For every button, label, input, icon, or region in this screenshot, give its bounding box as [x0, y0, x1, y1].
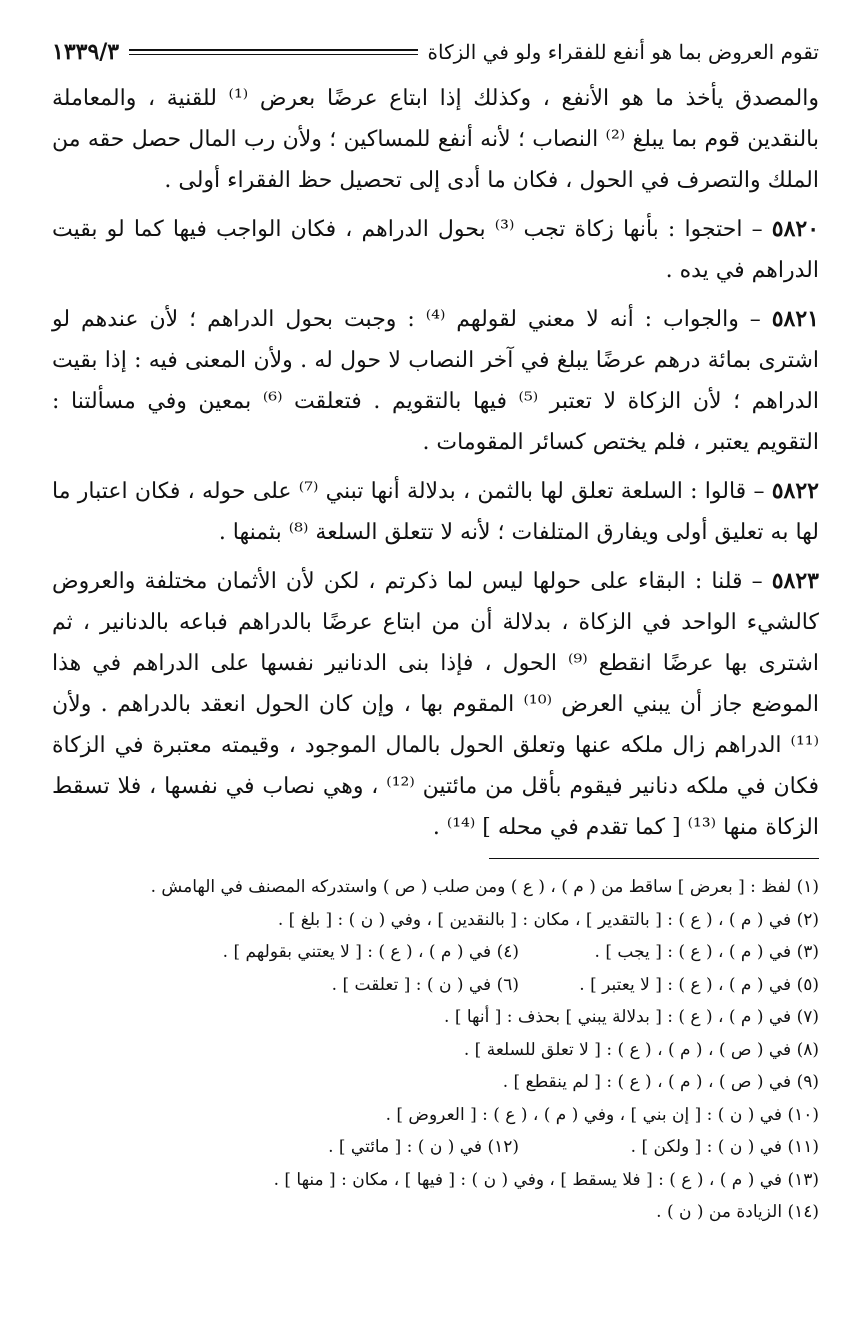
running-header-title: تقوم العروض بما هو أنفع للفقراء ولو في الزكاة [427, 40, 819, 64]
footnote: (٦) في ( ن ) : [ تعلقت ] . [331, 974, 519, 995]
footnote-row [52, 1034, 819, 1067]
footnote-row [52, 936, 819, 969]
paragraph [52, 78, 819, 201]
footnote-row [52, 1196, 819, 1229]
footnote: (١٣) في ( م ) ، ( ع ) : [ فلا يسقط ] ، وفي ( ن ) : [ فيها ] ، مكان : [ منها ] . [273, 1169, 819, 1190]
footnote: (١٤) الزيادة من ( ن ) . [656, 1202, 819, 1222]
paragraph-text: – والجواب : أنه لا معني لقولهم ⁽⁴⁾ : وجبت بحول الدراهم ؛ لأن عندهم لو اشترى بمائة درهم عرضًا يبلغ في آخر النصاب لا حول له . ولأن المعنى فيه : إذا بقيت الدراهم ؛ لأن الزكاة لا تعتبر ⁽⁵⁾ فيها بالتقويم . فتعلقت ⁽⁶⁾ بمعين وفي مسألتنا : التقويم يعتبر ، فلم يختص كسائر المقومات . [52, 307, 819, 455]
footnote-row [52, 969, 819, 1002]
footnote: (١٠) في ( ن ) : [ إن بني ] ، وفي ( م ) ، ( ع ) : [ العروض ] . [385, 1104, 819, 1125]
footnote-row [52, 1066, 819, 1099]
paragraph [52, 561, 819, 848]
footnote-row [52, 1001, 819, 1034]
footnote: (٤) في ( م ) ، ( ع ) : [ لا يعتني بقولهم ] . [222, 942, 519, 962]
footnote-row [52, 871, 819, 904]
footnote: (٢) في ( م ) ، ( ع ) : [ بالتقدير ] ، مكان : [ بالنقدين ] ، وفي ( ن ) : [ بلغ ] . [277, 909, 819, 930]
footnotes [52, 871, 819, 1229]
paragraph [52, 299, 819, 463]
paragraph-number: ٥٨٢٣ [771, 568, 819, 594]
running-header [52, 30, 819, 74]
paragraph-text: – احتجوا : بأنها زكاة تجب ⁽³⁾ بحول الدراهم ، فكان الواجب فيها كما لو بقيت الدراهم في يده . [52, 217, 819, 283]
paragraph-number: ٥٨٢٠ [771, 216, 820, 242]
footnote-separator [489, 858, 819, 859]
footnote: (١) لفظ : [ بعرض ] ساقط من ( م ) ، ( ع ) ومن صلب ( ص ) واستدركه المصنف في الهامش . [150, 877, 819, 897]
footnote: (٧) في ( م ) ، ( ع ) : [ بدلالة يبني ] بحذف : [ أنها ] . [444, 1007, 819, 1027]
footnote-row [52, 1164, 819, 1197]
footnote: (٩) في ( ص ) ، ( م ) ، ( ع ) : [ لم ينقطع ] . [502, 1072, 819, 1092]
footnote-row [52, 1131, 819, 1164]
paragraph-number: ٥٨٢١ [771, 306, 819, 332]
footnote: (٥) في ( م ) ، ( ع ) : [ لا يعتبر ] . [579, 974, 819, 995]
paragraph [52, 471, 819, 553]
paragraph-text: – قالوا : السلعة تعلق لها بالثمن ، بدلالة أنها تبني ⁽⁷⁾ على حوله ، فكان اعتبار ما لها به تعليق أولى ويفارق المتلفات ؛ لأنه لا تتعلق السلعة ⁽⁸⁾ بثمنها . [52, 479, 819, 545]
paragraph-text: والمصدق يأخذ ما هو الأنفع ، وكذلك إذا ابتاع عرضًا بعرض ⁽¹⁾ للقنية ، والمعاملة بالنقدين قوم بما يبلغ ⁽²⁾ النصاب ؛ لأنه أنفع للمساكين ؛ ولأن رب المال حصل حقه من الملك والتصرف في الحول ، فكان ما أدى إلى تحصيل حظ الفقراء أولى . [52, 86, 819, 193]
paragraph-text: – قلنا : البقاء على حولها ليس لما ذكرتم ، لكن لأن الأثمان مختلفة والعروض كالشيء الواحد في الزكاة ، بدلالة أن من ابتاع عرضًا بالدراهم فباعه بالدنانير ، ثم اشترى بها عرضًا انقطع ⁽⁹⁾ الحول ، فإذا بنى الدنانير نفسها على الدراهم في هذا الموضع جاز أن يبني العرض ⁽¹⁰⁾ المقوم بها ، وإن كان الحول انعقد بالدراهم . ولأن ⁽¹¹⁾ الدراهم زال ملكه عنها وتعلق الحول بالمال الموجود ، وقيمته معتبرة في الزكاة فكان في ملكه دنانير فيقوم بأقل من مائتين ⁽¹²⁾ ، وهي نصاب في نفسها ، فلا تسقط الزكاة منها ⁽¹³⁾ [ كما تقدم في محله ] ⁽¹⁴⁾ . [52, 569, 820, 840]
footnote-row [52, 1099, 819, 1132]
footnote: (٨) في ( ص ) ، ( م ) ، ( ع ) : [ لا تعلق للسلعة ] . [463, 1039, 819, 1060]
paragraph [52, 209, 819, 291]
footnote: (١٢) في ( ن ) : [ مائتي ] . [328, 1137, 519, 1157]
footnote: (٣) في ( م ) ، ( ع ) : [ يجب ] . [594, 942, 819, 962]
footnote-row [52, 904, 819, 937]
header-rule [129, 49, 417, 55]
page-reference: ١٣٣٩/٣ [52, 39, 120, 65]
main-text [52, 78, 819, 848]
paragraph-number: ٥٨٢٢ [771, 478, 819, 504]
footnote: (١١) في ( ن ) : [ ولكن ] . [630, 1137, 819, 1157]
